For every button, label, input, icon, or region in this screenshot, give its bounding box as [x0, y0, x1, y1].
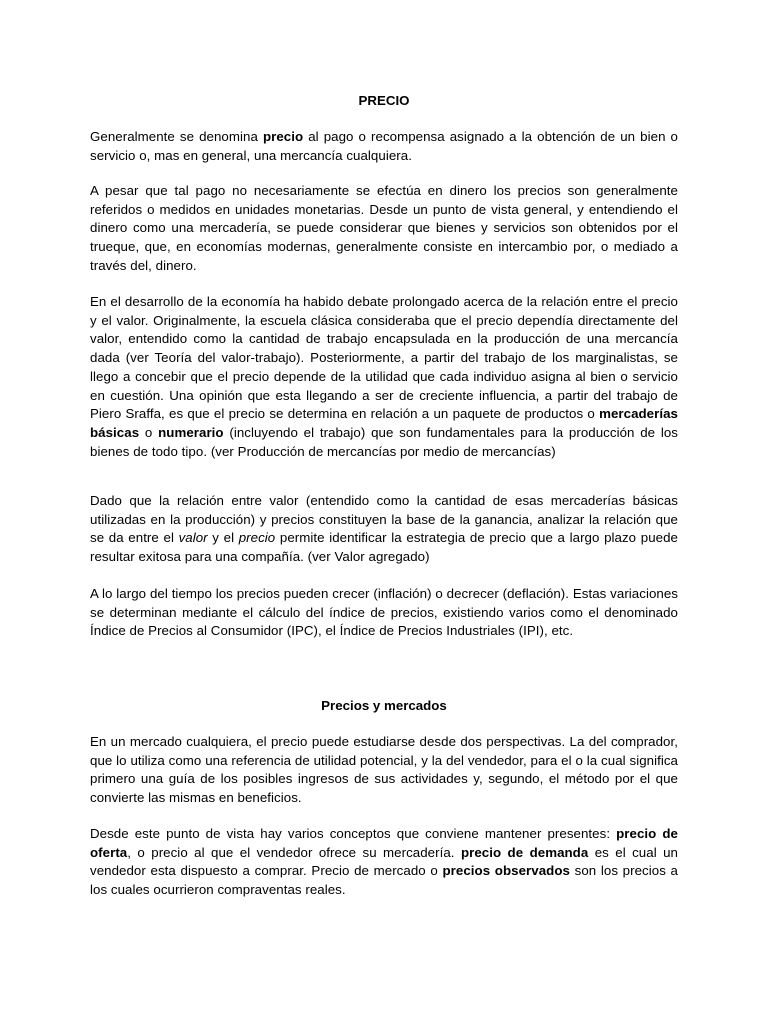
text-run: es el cual un vendedor esta dispuesto a comprar. Precio de mercado o [90, 844, 678, 879]
emphasis-bold: precio de oferta [90, 826, 678, 860]
paragraph-inflation [90, 585, 678, 641]
section-title-markets: Precios y mercados [321, 698, 447, 713]
paragraph-perspectives [90, 733, 678, 808]
emphasis-italic: valor [178, 530, 208, 546]
text-run: y el [207, 530, 239, 546]
emphasis-bold: precios observados [442, 863, 570, 879]
text-run: o [139, 424, 159, 440]
text-run: permite identificar la estrategia de precio que a largo plazo puede resultar exitosa para una compañía. (ver Valor agregado) [90, 530, 678, 565]
text-run: son los precios a los cuales ocurrieron compraventas reales. [90, 863, 678, 898]
text-run: (incluyendo el trabajo) que son fundamentales para la producción de los bienes de todo tipo. (ver Producción de mercancías por medio de mercancías) [90, 424, 678, 459]
text-run: A lo largo del tiempo los precios pueden crecer (inflación) o decrecer (deflación). Estas variaciones se determinan mediante el cálculo del índice de precios, existiendo varios como el denominado Índice de Precios al Consumidor (IPC), el Índice de Precios Industriales (IPI), etc. [90, 586, 678, 639]
paragraph-definition [90, 128, 678, 165]
paragraph-price-concepts [90, 825, 678, 900]
emphasis-bold: mercaderías básicas [90, 406, 678, 440]
text-run: Dado que la relación entre valor (entendido como la cantidad de esas mercaderías básicas utilizadas en la producción) y precios constituyen la base de la ganancia, analizar la relación que se da entre el [90, 493, 678, 546]
emphasis-bold: numerario [158, 424, 224, 440]
text-run: A pesar que tal pago no necesariamente se efectúa en dinero los precios son generalmente referidos o medidos en unidades monetarias. Desde un punto de vista general, y entendiendo el dinero como una mercadería, se puede considerar que bienes y servicios son obtenidos por el trueque, que, en economías modernas, generalmente consiste en intercambio por, o mediado a través del, dinero. [90, 183, 678, 273]
emphasis-bold: precio [262, 129, 304, 144]
text-run: al pago o recompensa asignado a la obtención de un bien o servicio o, mas en general, una mercancía cualquiera. [90, 129, 678, 163]
emphasis-italic: precio [238, 530, 276, 546]
text-run: Desde este punto de vista hay varios conceptos que conviene mantener presentes: [90, 826, 617, 841]
text-run: Generalmente se denomina [90, 129, 263, 144]
emphasis-bold: precio de demanda [460, 844, 589, 860]
text-run: En un mercado cualquiera, el precio puede estudiarse desde dos perspectivas. La del comprador, que lo utiliza como una referencia de utilidad potencial, y la del vendedor, para el o la cual significa primero una guía de los posibles ingresos de sus actividades y, segundo, el método por el que convierte las mismas en beneficios. [90, 734, 678, 806]
paragraph-money [90, 182, 678, 276]
document-title: PRECIO [358, 93, 410, 108]
text-run: En el desarrollo de la economía ha habido debate prolongado acerca de la relación entre el precio y el valor. Originalmente, la escuela clásica consideraba que el precio dependía directamente del valor, entendido como la cantidad de trabajo encapsulada en la producción de una mercancía dada (ver Teoría del valor-trabajo). Posteriormente, a partir del trabajo de los marginalistas, se llego a concebir que el precio depende de la utilidad que cada individuo asigna al bien o servicio en cuestión. Una opinión que esta llegando a ser de creciente influencia, a partir del trabajo de Piero Sraffa, es que el precio se determina en relación a un paquete de productos o [90, 294, 678, 422]
paragraph-value-strategy [90, 492, 678, 567]
text-run: , o precio al que el vendedor ofrece su mercadería. [127, 844, 461, 860]
paragraph-price-value-debate [90, 293, 678, 461]
